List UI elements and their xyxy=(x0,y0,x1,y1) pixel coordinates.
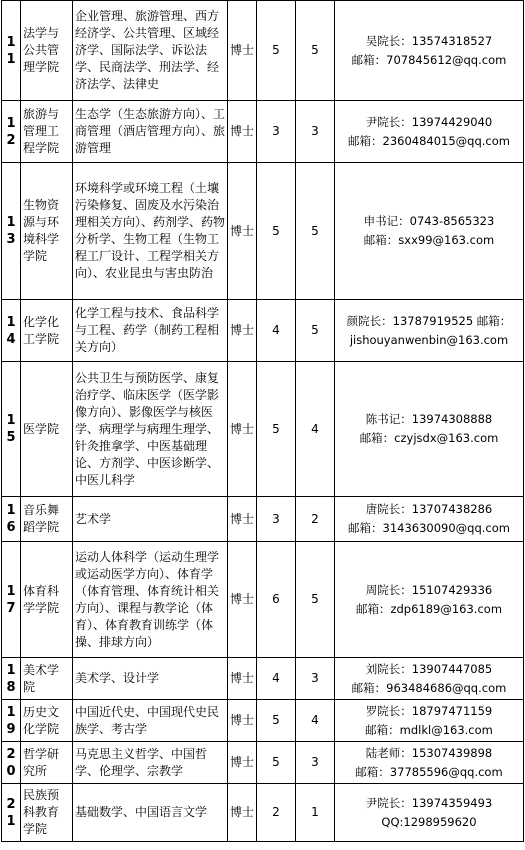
contact-phone: 尹院长：13974429040 xyxy=(365,114,493,129)
college-name: 法学与公共管理学院 xyxy=(21,1,73,101)
contact-email: 邮箱：37785596@qq.com xyxy=(355,764,503,779)
count-b: 3 xyxy=(296,742,335,784)
contact-cell xyxy=(335,658,524,700)
college-name: 旅游与管理工程学院 xyxy=(21,101,73,163)
contact-email: 邮箱：czyjsdx@163.com xyxy=(359,431,499,445)
count-a: 5 xyxy=(257,700,296,742)
contact-cell xyxy=(335,163,524,300)
count-a: 5 xyxy=(257,362,296,497)
contact-email: 邮箱：sxx99@163.com xyxy=(363,233,495,247)
table-row xyxy=(2,497,524,542)
count-a: 2 xyxy=(257,784,296,842)
count-a: 5 xyxy=(257,742,296,784)
count-b: 5 xyxy=(296,542,335,658)
contact-cell xyxy=(335,700,524,742)
degree: 博士 xyxy=(228,497,257,542)
row-number: 14 xyxy=(2,300,21,362)
contact-email: 邮箱：3143630090@qq.com xyxy=(348,521,510,535)
row-number: 13 xyxy=(2,163,21,300)
college-name: 美术学院 xyxy=(21,658,73,700)
row-number: 11 xyxy=(2,1,21,101)
college-name: 音乐舞蹈学院 xyxy=(21,497,73,542)
count-a: 5 xyxy=(257,1,296,101)
college-name: 化学化工学院 xyxy=(21,300,73,362)
college-name: 历史文化学院 xyxy=(21,700,73,742)
major-list: 马克思主义哲学、中国哲学、伦理学、宗教学 xyxy=(73,742,228,784)
table-row xyxy=(2,658,524,700)
college-name: 生物资源与环境科学学院 xyxy=(21,163,73,300)
contact-phone: 陈书记：13974308888 xyxy=(365,412,493,426)
major-list: 化学工程与技术、食品科学与工程、药学（制药工程相关方向） xyxy=(73,300,228,362)
count-b: 4 xyxy=(296,362,335,497)
row-number: 16 xyxy=(2,497,21,542)
contact-phone: 罗院长：18797471159 xyxy=(365,703,493,718)
degree: 博士 xyxy=(228,362,257,497)
contact-cell xyxy=(335,542,524,658)
row-number: 19 xyxy=(2,700,21,742)
count-b: 3 xyxy=(296,101,335,163)
college-name: 体育科学学院 xyxy=(21,542,73,658)
table-row xyxy=(2,742,524,784)
count-a: 3 xyxy=(257,497,296,542)
count-a: 3 xyxy=(257,101,296,163)
count-a: 4 xyxy=(257,658,296,700)
row-number: 21 xyxy=(2,784,21,842)
contact-phone: 陆老师：15307439898 xyxy=(365,745,493,760)
major-list: 美术学、设计学 xyxy=(73,658,228,700)
contact-phone: 唐院长：13707438286 xyxy=(365,502,493,516)
degree: 博士 xyxy=(228,700,257,742)
contact-email: jishouyanwenbin@163.com xyxy=(349,332,509,347)
contact-phone: 吴院长：13574318527 xyxy=(365,33,493,48)
major-list: 运动人体科学（运动生理学或运动医学方向）、体育学（体育管理、体育统计相关方向）、课程与教学论（体育）、体育教育训练学（体操、排球方向） xyxy=(73,542,228,658)
contact-phone: 颜院长：13787919525 邮箱： xyxy=(346,313,512,328)
row-number: 15 xyxy=(2,362,21,497)
table-row xyxy=(2,542,524,658)
degree: 博士 xyxy=(228,742,257,784)
major-list: 环境科学或环境工程（土壤污染修复、固废及水污染治理相关方向）、药剂学、药物分析学、生物工程（生物工程工厂设计、工程学相关方向）、农业昆虫与害虫防治 xyxy=(73,163,228,300)
contact-cell xyxy=(335,300,524,362)
row-number: 18 xyxy=(2,658,21,700)
major-list: 基础数学、中国语言文学 xyxy=(73,784,228,842)
count-a: 5 xyxy=(257,163,296,300)
contact-email: QQ:1298959620 xyxy=(381,814,477,829)
degree: 博士 xyxy=(228,784,257,842)
count-b: 3 xyxy=(296,658,335,700)
contact-email: 邮箱：2360484015@qq.com xyxy=(348,133,510,148)
contact-phone: 刘院长：13907447085 xyxy=(365,661,493,676)
table-row xyxy=(2,163,524,300)
contact-phone: 周院长：15107429336 xyxy=(365,582,493,597)
contact-phone: 申书记：0743-8565323 xyxy=(363,214,495,228)
degree: 博士 xyxy=(228,300,257,362)
count-a: 6 xyxy=(257,542,296,658)
contact-phone: 尹院长：13974359493 xyxy=(365,795,493,810)
count-b: 5 xyxy=(296,1,335,101)
major-list: 艺术学 xyxy=(73,497,228,542)
college-name: 医学院 xyxy=(21,362,73,497)
contact-cell xyxy=(335,742,524,784)
contact-email: 邮箱：707845612@qq.com xyxy=(351,52,507,67)
row-number: 17 xyxy=(2,542,21,658)
count-b: 4 xyxy=(296,700,335,742)
row-number: 20 xyxy=(2,742,21,784)
contact-email: 邮箱：963484686@qq.com xyxy=(351,680,507,695)
college-name: 哲学研究所 xyxy=(21,742,73,784)
contact-cell xyxy=(335,101,524,163)
contact-cell xyxy=(335,362,524,497)
count-a: 4 xyxy=(257,300,296,362)
recruitment-table xyxy=(1,0,524,842)
major-list: 中国近代史、中国现代史民族学、考古学 xyxy=(73,700,228,742)
contact-cell xyxy=(335,784,524,842)
count-b: 2 xyxy=(296,497,335,542)
contact-email: 邮箱：mdlkl@163.com xyxy=(365,722,493,737)
contact-cell xyxy=(335,497,524,542)
degree: 博士 xyxy=(228,101,257,163)
degree: 博士 xyxy=(228,1,257,101)
college-name: 民族预科教育学院 xyxy=(21,784,73,842)
count-b: 1 xyxy=(296,784,335,842)
count-b: 5 xyxy=(296,163,335,300)
table-row xyxy=(2,784,524,842)
contact-cell xyxy=(335,1,524,101)
table-row xyxy=(2,300,524,362)
degree: 博士 xyxy=(228,658,257,700)
table-row xyxy=(2,700,524,742)
degree: 博士 xyxy=(228,163,257,300)
major-list: 企业管理、旅游管理、西方经济学、公共管理、区域经济学、国际法学、诉讼法学、民商法学、刑法学、经济法学、法律史 xyxy=(73,1,228,101)
major-list: 生态学（生态旅游方向）、工商管理（酒店管理方向）、旅游管理 xyxy=(73,101,228,163)
count-b: 5 xyxy=(296,300,335,362)
table-row xyxy=(2,101,524,163)
contact-email: 邮箱：zdp6189@163.com xyxy=(355,601,503,616)
table-row xyxy=(2,1,524,101)
degree: 博士 xyxy=(228,542,257,658)
major-list: 公共卫生与预防医学、康复治疗学、临床医学（医学影像方向）、影像医学与核医学、病理学与病理生理学、针灸推拿学、中医基础理论、方剂学、中医诊断学、中医儿科学 xyxy=(73,362,228,497)
row-number: 12 xyxy=(2,101,21,163)
table-row xyxy=(2,362,524,497)
